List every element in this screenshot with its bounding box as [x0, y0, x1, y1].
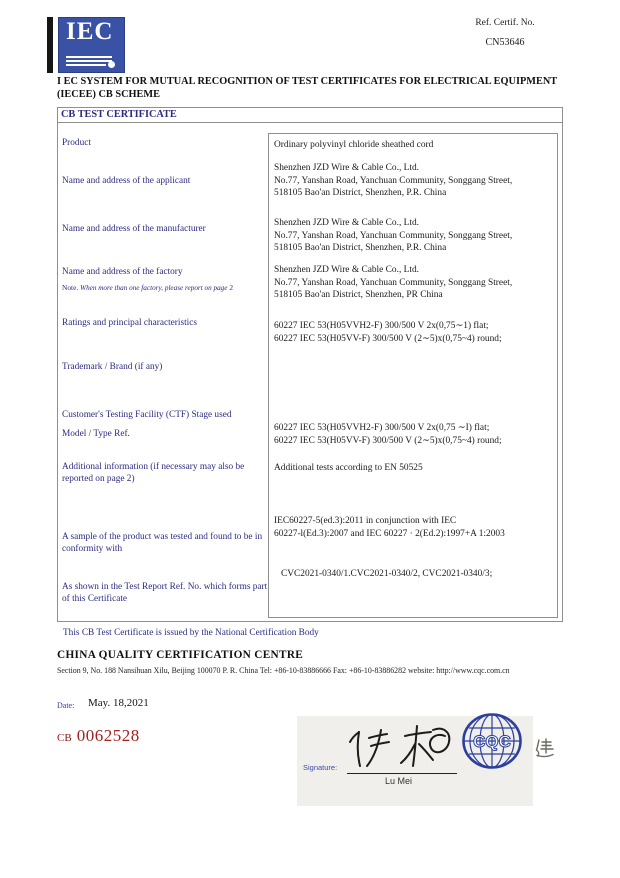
ratings-label: Ratings and principal characteristics: [62, 318, 198, 328]
certificate-title: CB TEST CERTIFICATE: [58, 108, 562, 123]
cqc-logo: [461, 712, 523, 770]
signatory-name: Lu Mei: [385, 776, 413, 786]
iec-logo-bar: [47, 17, 53, 73]
ref-certif-label: Ref. Certif. No.: [475, 18, 535, 28]
product-label: Product: [62, 138, 91, 148]
scheme-title: [57, 76, 563, 101]
test-report-value: CVC2021-0340/1.CVC2021-0340/2, CVC2021-0340/3;: [281, 569, 493, 579]
trademark-label: Trademark / Brand (if any): [62, 362, 163, 372]
date-label: Date:: [57, 701, 75, 710]
iec-logo-text: IEC: [66, 18, 114, 45]
ncb-name: CHINA QUALITY CERTIFICATION CENTRE: [57, 649, 304, 661]
model-value: 60227 IEC 53(H05VVH2-F) 300/500 V 2x(0,75 ∼I) flat; 60227 IEC 53(H05VV-F) 300/500 V (2∼5)x(0,75~4) round;: [274, 423, 502, 446]
issued-by-statement: This CB Test Certificate is issued by the National Certification Body: [63, 628, 319, 638]
cb-number-value: 0062528: [76, 726, 140, 745]
scheme-title-line1: I EC SYSTEM FOR MUTUAL RECOGNITION OF TEST CERTIFICATES FOR ELECTRICAL EQUIPMENT: [57, 76, 558, 87]
cb-certificate-number: [57, 726, 140, 746]
factory-value: Shenzhen JZD Wire & Cable Co., Ltd. No.77, Yanshan Road, Yanchuan Community, Songgang Street, 518105 Bao'an District, Shenzhen, PR China: [274, 265, 513, 300]
signature-line: [347, 773, 457, 774]
scheme-title-line2: (IECEE) CB SCHEME: [57, 88, 160, 100]
iec-logo-box: [58, 17, 125, 73]
manufacturer-value: Shenzhen JZD Wire & Cable Co., Ltd. No.77, Yanshan Road, Yanchuan Community, Songgang Street, 518105 Bao'an District, Shenzhen, P.R. China: [274, 218, 513, 253]
certificate-table: [57, 107, 563, 622]
additional-info-label: Additional information (if necessary may also be reported on page 2): [62, 462, 245, 484]
cb-prefix: CB: [57, 732, 72, 744]
date-value: May. 18,2021: [88, 697, 149, 709]
conformity-label: A sample of the product was tested and found to be in conformity with: [62, 532, 263, 554]
model-label: Model / Type Ref.: [62, 429, 130, 439]
signature-label: Signature:: [303, 763, 338, 772]
additional-info-value: Additional tests according to EN 50525: [274, 463, 423, 473]
applicant-label: Name and address of the applicant: [62, 176, 191, 186]
applicant-value: Shenzhen JZD Wire & Cable Co., Ltd. No.77, Yanshan Road, Yanchuan Community, Songgang Street, 518105 Bao'an District, Shenzhen, P.R. China: [274, 163, 513, 198]
ratings-value: 60227 IEC 53(H05VVH2-F) 300/500 V 2x(0,75∼1) flat; 60227 IEC 53(H05VV-F) 300/500 V (2∼5)x(0,75~4) round;: [274, 321, 502, 344]
cqc-logo-text: CQC: [473, 732, 511, 751]
test-report-label: As shown in the Test Report Ref. No. which forms part of this Certificate: [62, 582, 268, 604]
ref-certif-number: CN53646: [485, 37, 525, 48]
stamp-character-icon: [534, 737, 556, 759]
conformity-value: IEC60227-5(ed.3):2011 in conjunction with IEC 60227-l(Ed.3):2007 and IEC 60227 · 2(Ed.2):1997+A 1:2003: [274, 516, 505, 539]
factory-note: Note. When more than one factory, please report on page 2: [62, 283, 234, 292]
values-box: [268, 133, 558, 618]
ncb-address: Section 9, No. 188 Nansihuan Xilu, Beijing 100070 P. R. China Tel: +86-10-83886666 Fax: +86-10-83886282 website: http://www.cqc.com.cn: [57, 666, 510, 675]
factory-label: Name and address of the factory: [62, 267, 183, 277]
ref-certif-block: [440, 18, 570, 48]
iec-logo: [47, 17, 125, 73]
handwritten-signature: [347, 720, 462, 772]
manufacturer-label: Name and address of the manufacturer: [62, 224, 206, 234]
product-value: Ordinary polyvinyl chloride sheathed cord: [274, 140, 434, 150]
ctf-label: Customer's Testing Facility (CTF) Stage used: [62, 410, 232, 420]
